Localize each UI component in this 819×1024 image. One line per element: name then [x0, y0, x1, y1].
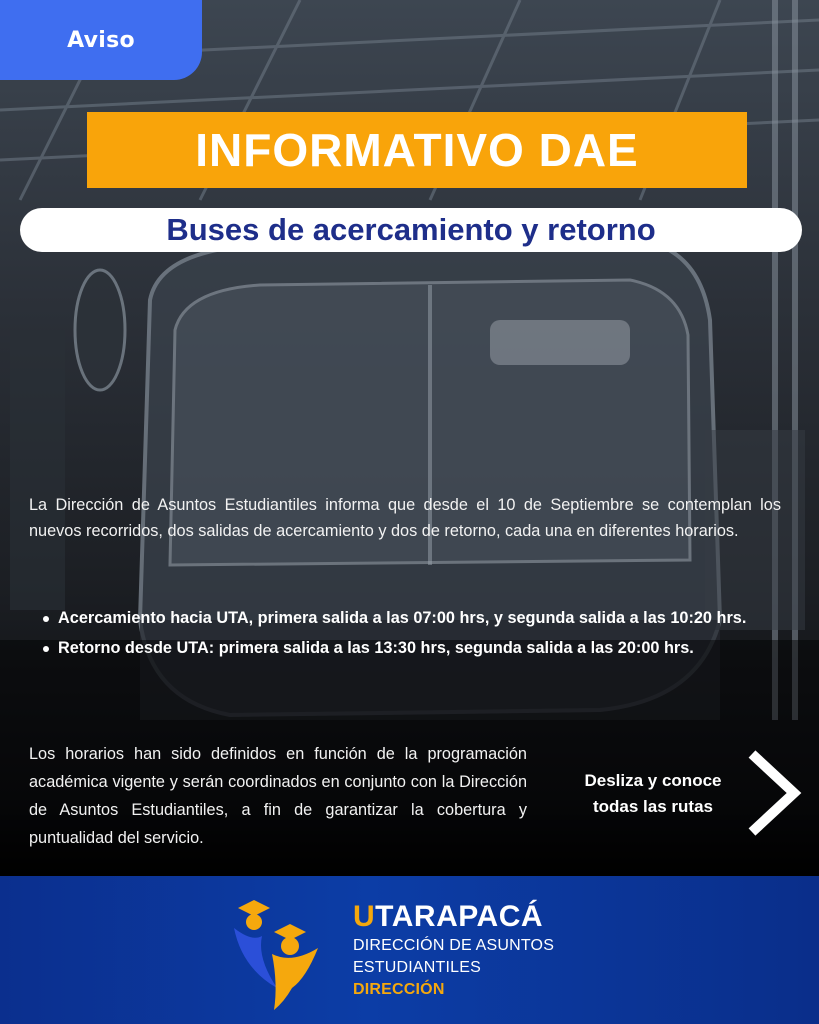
swipe-line-1: Desliza y conoce [584, 771, 722, 790]
utarapaca-logo-icon [232, 898, 324, 1013]
footer-banner [0, 876, 819, 1024]
swipe-line-2: todas las rutas [593, 797, 713, 816]
department-line-1: DIRECCIÓN DE ASUNTOS [353, 937, 555, 954]
page-title: INFORMATIVO DAE [87, 112, 747, 188]
closing-paragraph: Los horarios han sido definidos en función de la programación académica vigente y serán coordinados en conjunto con la Dirección de Asuntos Estudiantiles, a fin de garantizar la cobertura y puntualidad del servicio. [29, 745, 527, 847]
page-subtitle: Buses de acercamiento y retorno [20, 208, 802, 252]
department-line-3: DIRECCIÓN [353, 981, 445, 998]
schedule-list [58, 605, 781, 665]
intro-paragraph: La Dirección de Asuntos Estudiantiles informa que desde el 10 de Septiembre se contemplan los nuevos recorridos, dos salidas de acercamiento y dos de retorno, cada una en diferentes horarios. [29, 496, 781, 540]
list-item-return: Retorno desde UTA: primera salida a las 13:30 hrs, segunda salida a las 20:00 hrs. [58, 635, 781, 661]
brand-rest: TARAPACÁ [375, 900, 544, 933]
list-item-departure: Acercamiento hacia UTA, primera salida a las 07:00 hrs, y segunda salida a las 10:20 hrs. [58, 605, 781, 631]
department-line-2: ESTUDIANTILES [353, 959, 481, 976]
swipe-prompt [562, 768, 744, 820]
brand-initial: U [353, 900, 376, 933]
notice-tag: Aviso [0, 0, 202, 80]
brand-name [353, 900, 543, 934]
chevron-right-icon[interactable] [742, 748, 804, 838]
